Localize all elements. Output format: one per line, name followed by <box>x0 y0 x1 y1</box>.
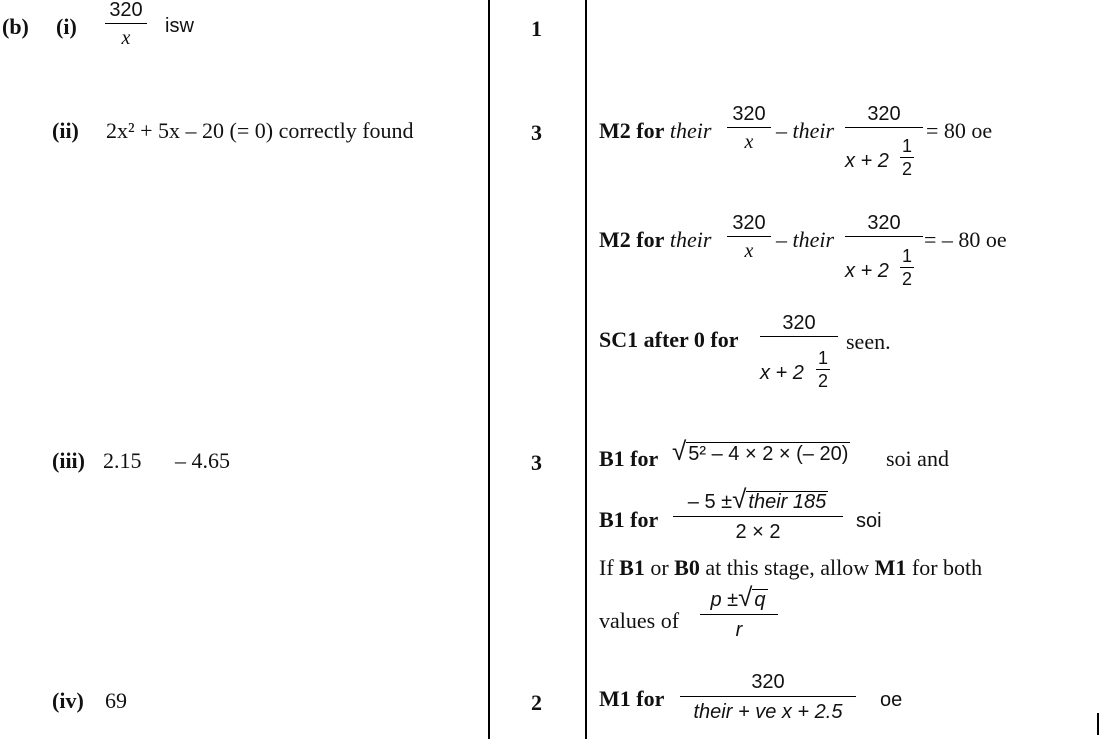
fraction-numerator: 1 <box>817 348 828 368</box>
part-i-fraction <box>105 0 147 48</box>
b1-a-line <box>599 446 658 472</box>
numerator-prefix: – 5 ± <box>687 491 733 513</box>
if-b1: B1 <box>619 555 645 580</box>
m2-b-fraction-2 <box>845 213 923 241</box>
m2-a-their: their <box>669 118 712 143</box>
fraction-bar <box>816 369 830 370</box>
b1-a-sqrt <box>672 436 850 467</box>
sc1-fraction <box>760 313 838 341</box>
fraction-numerator: 320 <box>867 212 901 234</box>
m2-b-half <box>900 247 914 288</box>
m2-b-x-plus-2: x + 2 <box>845 260 889 282</box>
fraction-numerator: 320 <box>782 312 816 334</box>
part-ii-answer: 2x² + 5x – 20 (= 0) correctly found <box>106 118 414 143</box>
fraction-denominator: r <box>735 619 743 642</box>
if-mid: at this stage, allow <box>699 555 875 580</box>
sqrt-icon: √ <box>738 582 753 612</box>
fraction-bar <box>700 614 778 615</box>
sqrt-radicand: their 185 <box>748 491 827 513</box>
fraction-bar <box>900 267 914 268</box>
column-divider-left <box>488 0 490 739</box>
fraction-numerator: 320 <box>732 103 766 125</box>
fraction-bar <box>727 127 771 128</box>
if-end: for both <box>906 555 983 580</box>
m2-b-their: their <box>669 227 712 252</box>
b1-b-fraction <box>673 486 843 542</box>
sqrt-radicand: q <box>754 589 766 611</box>
fraction-bar <box>105 23 147 24</box>
fraction-bar <box>673 516 843 517</box>
part-iii-answer-1: 2.15 <box>103 448 142 473</box>
part-i-marks: 1 <box>531 16 542 41</box>
m2-a-line <box>599 118 711 144</box>
part-i-label: (i) <box>56 14 77 39</box>
m2-a-fraction-1 <box>727 104 771 152</box>
part-iv-answer: 69 <box>105 688 127 713</box>
fraction-denominator: 2 <box>817 371 828 392</box>
pq-fraction <box>700 584 778 640</box>
m2-a-fraction-2 <box>845 104 923 132</box>
part-b-label: (b) <box>2 14 29 39</box>
fraction-bar <box>680 696 856 697</box>
fraction-denominator: x <box>744 240 754 263</box>
fraction-bar <box>845 236 923 237</box>
fraction-bar <box>845 127 923 128</box>
b1-b-line <box>599 507 658 533</box>
if-or: or <box>644 555 675 580</box>
sc1-half <box>816 349 830 390</box>
m2-b-label: M2 for <box>599 227 665 252</box>
sc1-seen: seen. <box>846 329 891 354</box>
m2-a-half <box>900 137 914 178</box>
fraction-numerator: 320 <box>867 103 901 125</box>
b1-b-label: B1 for <box>599 507 659 532</box>
part-i-note: isw <box>165 15 194 37</box>
b1-a-soi-and: soi and <box>886 446 949 471</box>
m2-a-x-plus-2: x + 2 <box>845 150 889 172</box>
part-iii-label: (iii) <box>52 448 85 473</box>
m2-b-line <box>599 227 711 253</box>
fraction-numerator: 1 <box>901 246 912 266</box>
part-iv-marks: 2 <box>531 690 542 715</box>
fraction-denominator: 2 <box>901 159 912 180</box>
m2-a-eq: = 80 oe <box>926 118 993 143</box>
fraction-numerator: 320 <box>751 671 785 693</box>
part-iii-marks: 3 <box>531 450 542 475</box>
sc1-x-plus-2: x + 2 <box>760 362 804 384</box>
m2-b-fraction-1 <box>727 213 771 261</box>
part-ii-marks: 3 <box>531 120 542 145</box>
m2-a-label: M2 for <box>599 118 665 143</box>
m1-line <box>599 686 664 712</box>
if-b1-line <box>599 555 982 581</box>
if-m1: M1 <box>874 555 907 580</box>
part-iii-answer-2: – 4.65 <box>175 448 230 473</box>
m2-b-eq: = – 80 oe <box>924 227 1007 252</box>
sqrt-icon: √ <box>732 484 747 514</box>
fraction-denominator: x <box>744 131 754 154</box>
fraction-numerator: 1 <box>901 136 912 156</box>
if-text: If <box>599 555 620 580</box>
fraction-bar <box>760 336 838 337</box>
m1-label: M1 for <box>599 686 665 711</box>
part-iv-label: (iv) <box>52 688 84 713</box>
fraction-numerator: 320 <box>732 212 766 234</box>
fraction-numerator <box>673 486 843 512</box>
values-of-label: values of <box>599 608 680 633</box>
fraction-numerator: 320 <box>109 0 143 21</box>
sqrt-icon: √ <box>672 436 687 466</box>
column-divider-right <box>585 0 587 739</box>
m1-oe: oe <box>880 689 903 711</box>
m2-a-minus-their: – their <box>776 118 835 143</box>
if-b0: B0 <box>674 555 700 580</box>
m1-fraction <box>680 672 856 722</box>
m2-b-minus-their: – their <box>776 227 835 252</box>
fraction-bar <box>900 157 914 158</box>
sc1-line <box>599 327 739 353</box>
part-ii-label: (ii) <box>52 118 79 143</box>
column-divider-edge <box>1097 713 1099 735</box>
b1-a-label: B1 for <box>599 446 659 471</box>
sqrt-radicand: 5² – 4 × 2 × (– 20) <box>688 443 849 465</box>
fraction-bar <box>727 236 771 237</box>
fraction-denominator: 2 <box>901 269 912 290</box>
fraction-denominator: x <box>121 27 131 50</box>
fraction-numerator <box>700 584 778 610</box>
sc1-label: SC1 after 0 for <box>599 327 739 352</box>
numerator-prefix: p ± <box>710 589 739 611</box>
fraction-denominator: 2 × 2 <box>735 521 781 544</box>
fraction-denominator: their + ve x + 2.5 <box>693 701 843 724</box>
b1-b-soi: soi <box>856 510 882 532</box>
